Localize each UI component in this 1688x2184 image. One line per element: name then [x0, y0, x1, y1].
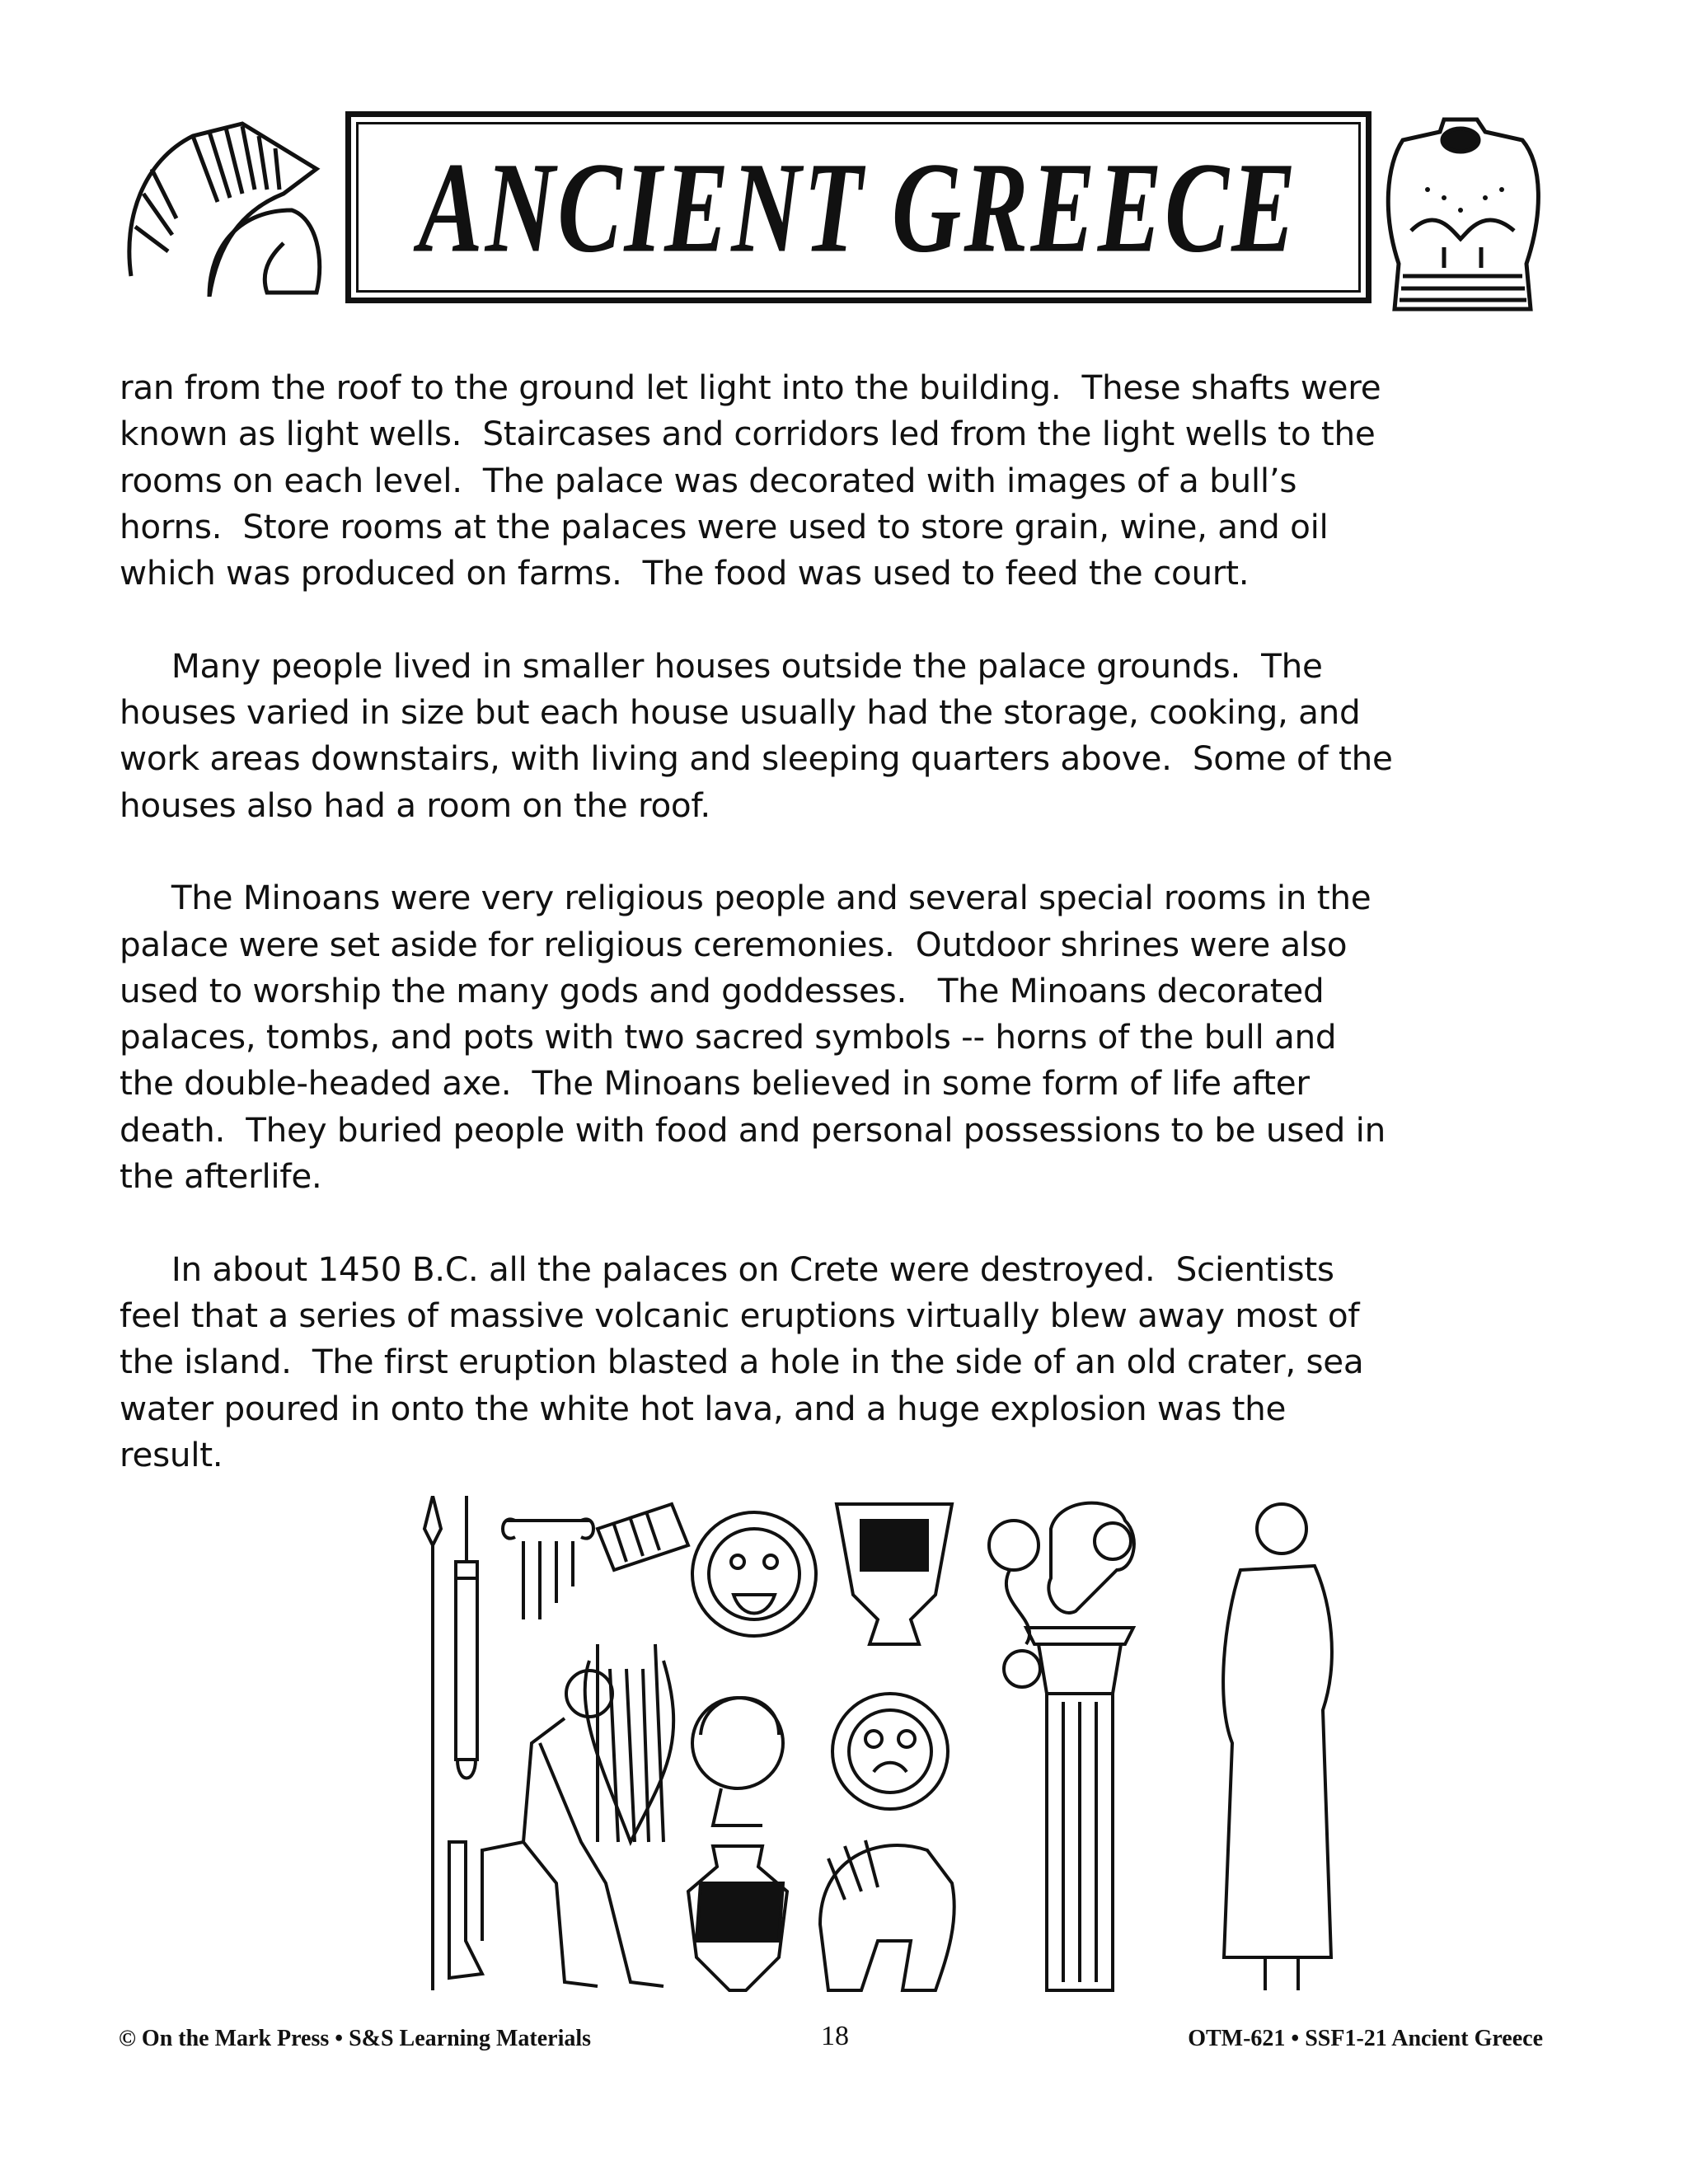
amphora-icon — [688, 1846, 787, 1990]
body-text-line: rooms on each level. The palace was decorated with images of a bull’s — [120, 460, 1297, 500]
title-banner — [345, 111, 1372, 303]
body-text — [120, 364, 1570, 1478]
philosopher-figure-icon — [1223, 1504, 1332, 1990]
spear-icon — [424, 1496, 441, 1990]
column-icon — [1026, 1628, 1133, 1990]
body-text-line: houses varied in size but each house usually had the storage, cooking, and — [120, 692, 1361, 733]
comedy-mask-icon — [692, 1512, 816, 1636]
boot-icon — [449, 1842, 482, 1978]
body-text-line: horns. Store rooms at the palaces were used to store grain, wine, and oil — [120, 506, 1329, 546]
body-text-line: work areas downstairs, with living and sleeping quarters above. Some of the — [120, 738, 1393, 779]
snake-ornament-icon — [989, 1521, 1040, 1687]
body-text-line: palace were set aside for religious ceremonies. Outdoor shrines were also — [120, 924, 1348, 964]
body-text-line: feel that a series of massive volcanic eruptions virtually blew away most of — [120, 1295, 1360, 1335]
body-text-line: houses also had a room on the roof. — [120, 785, 710, 825]
body-text-line: death. They buried people with food and personal possessions to be used in — [120, 1109, 1386, 1150]
paragraph-break — [120, 1199, 1570, 1245]
footer-product-code: OTM-621 • SSF1-21 Ancient Greece — [1188, 2026, 1543, 2051]
column-capital-icon — [503, 1519, 593, 1619]
pan-flute-icon — [598, 1504, 688, 1570]
body-text-line: used to worship the many gods and goddesses. The Minoans decorated — [120, 970, 1325, 1010]
corinthian-helmet-icon — [820, 1840, 954, 1990]
page-title: ANCIENT GREECE — [418, 135, 1299, 279]
body-text-line: the double-headed axe. The Minoans believed in some form of life after — [120, 1063, 1310, 1104]
page-number: 18 — [821, 2021, 849, 2051]
lyre-player-icon — [482, 1644, 673, 1986]
body-text-line: known as light wells. Staircases and corridors led from the light wells to the — [120, 414, 1376, 454]
paragraph-break — [120, 828, 1570, 874]
ram-head-icon — [1048, 1503, 1134, 1613]
body-text-line: palaces, tombs, and pots with two sacred symbols -- horns of the bull and — [120, 1017, 1337, 1057]
body-text-line: In about 1450 B.C. all the palaces on Crete were destroyed. Scientists — [120, 1249, 1334, 1289]
body-text-line: water poured in onto the white hot lava, and a huge explosion was the — [120, 1388, 1287, 1428]
body-text-line: the afterlife. — [120, 1156, 322, 1197]
greek-artifacts-illustration — [416, 1496, 1339, 1994]
body-text-line: result. — [120, 1434, 223, 1474]
body-text-line: Many people lived in smaller houses outside the palace grounds. The — [120, 645, 1323, 686]
footer-copyright: © On the Mark Press • S&S Learning Materials — [119, 2026, 592, 2051]
sword-icon — [456, 1496, 477, 1779]
spartan-helmet-icon — [119, 120, 335, 297]
woman-head-icon — [692, 1698, 783, 1825]
body-text-line: which was produced on farms. The food was used to feed the court. — [120, 553, 1250, 593]
paragraph-break — [120, 596, 1570, 642]
body-text-line: The Minoans were very religious people and several special rooms in the — [120, 878, 1372, 918]
body-text-line: ran from the roof to the ground let light into the building. These shafts were — [120, 368, 1381, 407]
krater-vase-icon — [837, 1504, 952, 1644]
body-text-line: the island. The first eruption blasted a hole in the side of an old crater, sea — [120, 1342, 1364, 1382]
breastplate-armor-icon — [1378, 115, 1547, 317]
tragedy-mask-icon — [832, 1694, 948, 1809]
